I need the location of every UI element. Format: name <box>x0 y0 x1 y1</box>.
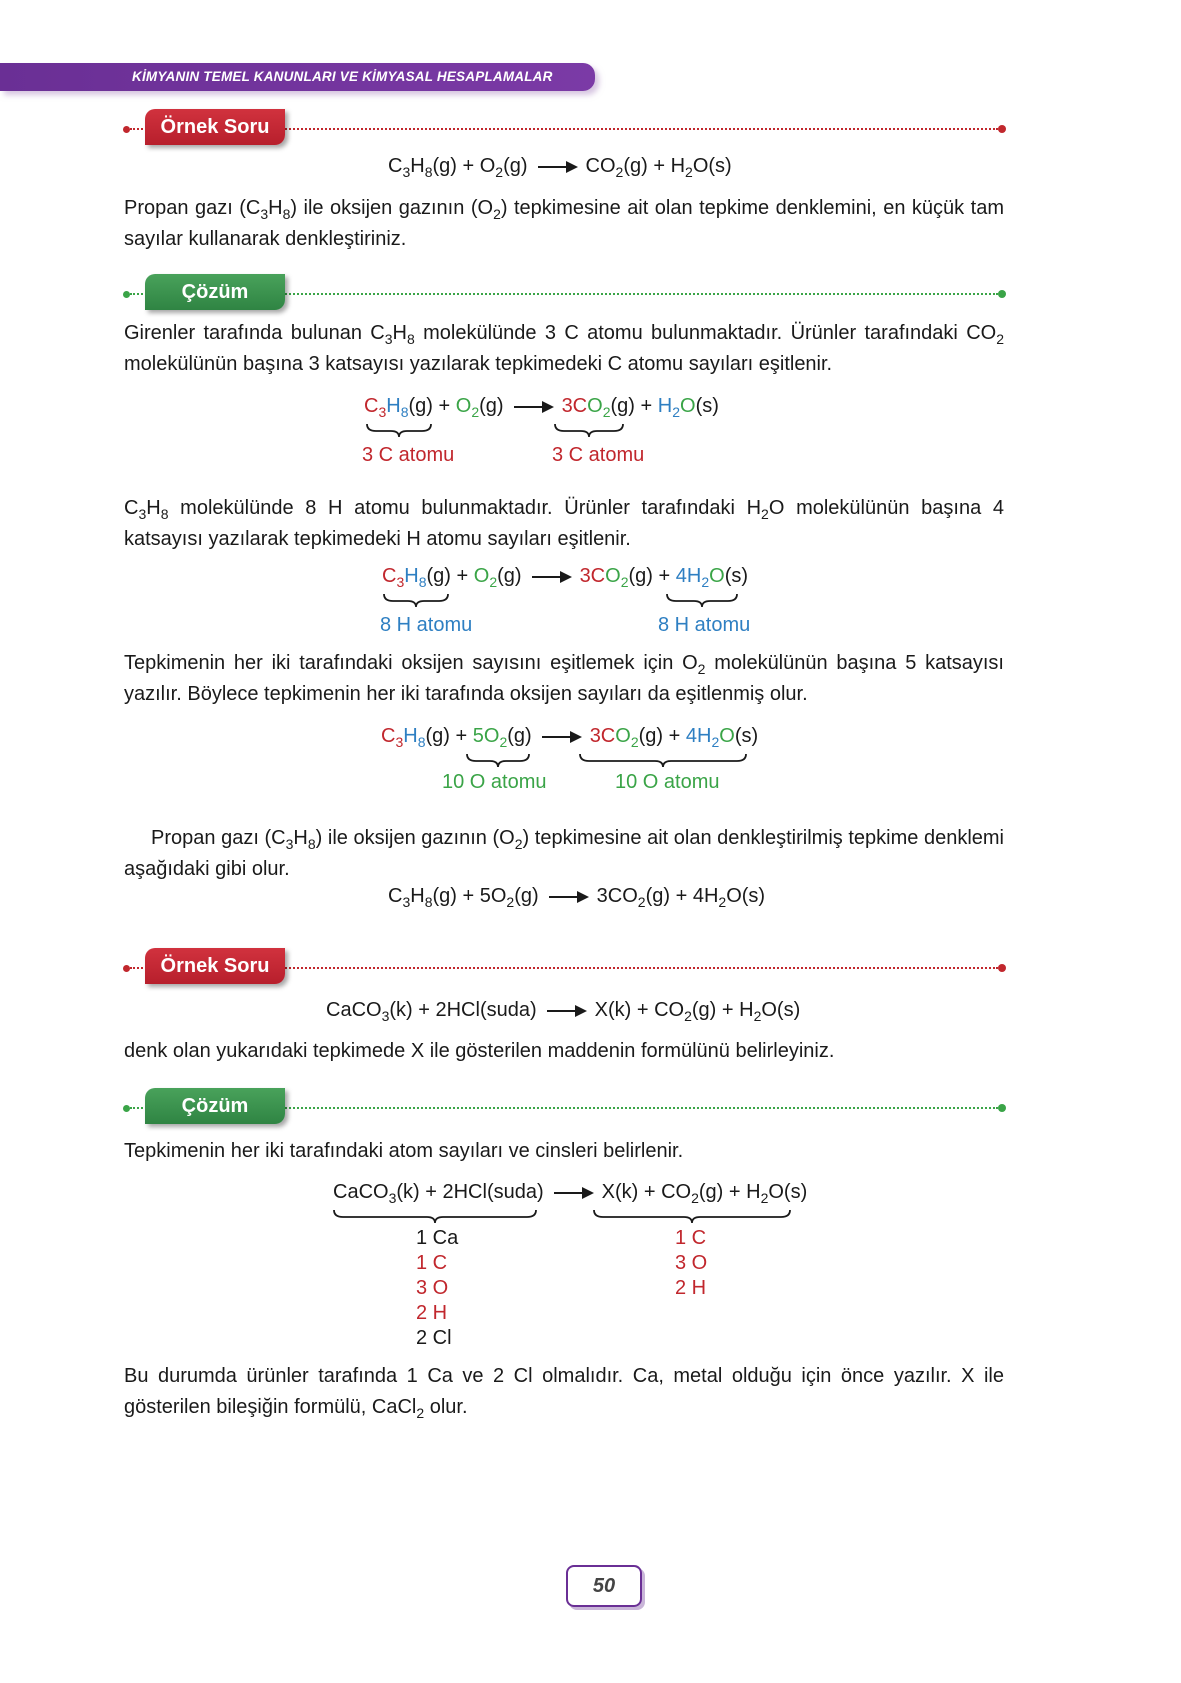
atom-count-note: 10 O atomu <box>442 771 547 793</box>
list-item: 1 Ca <box>416 1227 459 1249</box>
brace-icon <box>593 1208 791 1224</box>
atom-count-note: 3 C atomu <box>552 444 645 466</box>
example-question-label: Örnek Soru <box>145 948 285 984</box>
list-item: 3 O <box>675 1252 708 1274</box>
section-dot <box>123 1105 130 1112</box>
hydrogen-balance-equation: $C_3H_8(g) + O_2(g) 3CO_2(g) + 4H_2O(s)$ <box>382 565 749 590</box>
brace-icon <box>333 1208 537 1224</box>
section-dot <box>998 964 1006 972</box>
question-text: denk olan yukarıdaki tepkimede X ile gösterilen maddenin formülünü belirleyiniz. <box>124 1040 835 1062</box>
reaction-arrow-icon <box>547 1010 585 1012</box>
atom-count-note: 8 H atomu <box>380 614 473 636</box>
brace-icon <box>554 422 624 438</box>
atom-count-note: 10 O atomu <box>615 771 720 793</box>
section-dot <box>998 125 1006 133</box>
product-atom-list <box>675 1226 707 1301</box>
atom-count-equation: CaCO$_3$(k) + 2HCl(suda) $X(k) + CO_2(g) + H_2O(s)$ <box>333 1181 808 1206</box>
atom-count-note: 3 C atomu <box>362 444 455 466</box>
brace-icon <box>666 592 738 608</box>
balanced-equation: $C_3H_8(g) + 5O_2(g) 3CO_2(g) + 4H_2O(s)$ <box>388 885 766 910</box>
reactant-atom-list <box>416 1226 458 1351</box>
carbon-balance-equation: $C_3H_8(g) + O_2(g) 3CO_2(g) + H_2O(s)$ <box>364 395 719 420</box>
section-dot <box>123 126 130 133</box>
section-dot <box>998 1104 1006 1112</box>
list-item: 2 H <box>416 1302 448 1324</box>
solution-paragraph: Tepkimenin her iki tarafındaki oksijen sayısını eşitlemek için $O_2$ molekülünün başına 5 katsayısı yazılır. Böylece tepkimenin her iki tarafında oksijen sayıları da eşitlenmiş olur. <box>124 652 1004 705</box>
reaction-arrow-icon <box>514 406 552 408</box>
question-equation: CaCO$_3$(k) + 2HCl(suda) $X(k) + CO_2(g) + H_2O(s)$ <box>326 999 801 1024</box>
brace-icon <box>579 752 747 768</box>
list-item: 2 H <box>675 1277 707 1299</box>
solution-paragraph: Bu durumda ürünler tarafında 1 Ca ve 2 Cl olmalıdır. Ca, metal olduğu için önce yazılır. X ile gösterilen bileşiğin formülü, CaCl$_2$ olur. <box>124 1365 1004 1421</box>
atom-count-note: 8 H atomu <box>658 614 751 636</box>
reaction-arrow-icon <box>532 576 570 578</box>
section-dot <box>123 291 130 298</box>
brace-icon <box>366 422 432 438</box>
page-number: 50 <box>566 1565 642 1607</box>
reaction-arrow-icon <box>538 166 576 168</box>
question-equation: $C_3H_8(g) + O_2(g) CO_2(g) + H_2O(s)$ <box>388 155 732 180</box>
solution-paragraph: $C_3H_8$ molekülünde 8 H atomu bulunmaktadır. Ürünler tarafındaki $H_2O$ molekülünün başına 4 katsayısı yazılarak tepkimedeki H atomu sayıları eşitlenir. <box>124 497 1004 550</box>
solution-label: Çözüm <box>145 1088 285 1124</box>
list-item: 2 Cl <box>416 1327 452 1349</box>
solution-paragraph: Tepkimenin her iki tarafındaki atom sayıları ve cinsleri belirlenir. <box>124 1140 684 1162</box>
example-question-label: Örnek Soru <box>145 109 285 145</box>
chapter-title: KİMYANIN TEMEL KANUNLARI VE KİMYASAL HESAPLAMALAR <box>132 69 553 84</box>
brace-icon <box>466 752 530 768</box>
brace-icon <box>383 592 449 608</box>
list-item: 3 O <box>416 1277 449 1299</box>
oxygen-balance-equation: $C_3H_8(g) + 5O_2(g) 3CO_2(g) + 4H_2O(s)$ <box>381 725 759 750</box>
section-dot <box>123 965 130 972</box>
solution-paragraph: Girenler tarafında bulunan $C_3H_8$ molekülünde 3 C atomu bulunmaktadır. Ürünler tarafındaki $CO_2$ molekülünün başına 3 katsayısı yazılarak tepkimedeki C atomu sayıları eşitlenir. <box>124 322 1005 375</box>
question-text: Propan gazı $(C_3H_8)$ ile oksijen gazının $(O_2)$ tepkimesine ait olan tepkime denklemini, en küçük tam sayılar kullanarak denkleştiriniz. <box>124 197 1004 250</box>
section-dot <box>998 290 1006 298</box>
solution-label: Çözüm <box>145 274 285 310</box>
list-item: 1 C <box>416 1252 448 1274</box>
solution-paragraph: Propan gazı $(C_3H_8)$ ile oksijen gazının $(O_2)$ tepkimesine ait olan denkleştirilmiş tepkime denklemi aşağıdaki gibi olur. <box>124 827 1004 880</box>
reaction-arrow-icon <box>549 896 587 898</box>
list-item: 1 C <box>675 1227 707 1249</box>
reaction-arrow-icon <box>554 1192 592 1194</box>
reaction-arrow-icon <box>542 736 580 738</box>
